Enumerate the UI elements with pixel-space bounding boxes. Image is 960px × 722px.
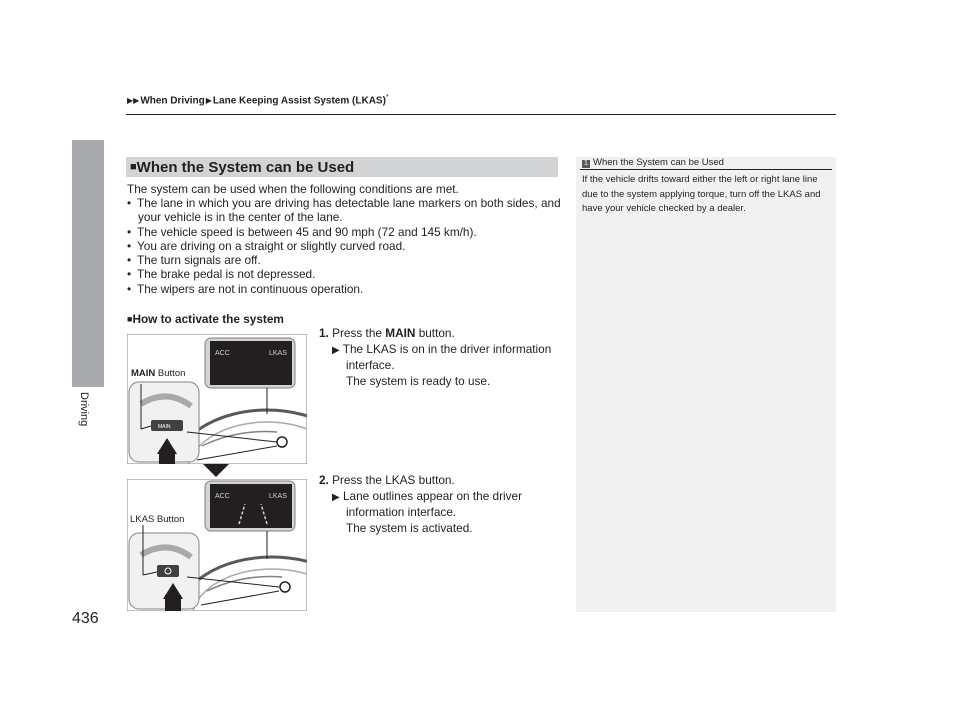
list-item (127, 267, 315, 281)
result-arrow-icon: ▶ (332, 492, 340, 503)
sub-heading-marker-icon: ■ (127, 314, 133, 324)
bullet-icon: • (127, 196, 132, 210)
sidebar-body: If the vehicle drifts toward either the left or right lane line due to the system applying torque, turn off the LKAS and have your vehicle checked by a dealer. (582, 174, 821, 214)
breadcrumb-part-1: When Driving (140, 95, 205, 107)
bullet-icon: • (127, 239, 132, 253)
page-number: 436 (72, 610, 99, 627)
step-2-result-cont: information interface. (346, 505, 457, 519)
step-1-result (332, 342, 551, 358)
list-item (127, 225, 477, 239)
breadcrumb (126, 94, 389, 106)
lkas-button-callout: LKAS Button (130, 514, 185, 525)
bullet-icon: • (127, 253, 132, 267)
list-item (127, 253, 261, 267)
sidebar-rule (580, 169, 832, 170)
list-item-continuation: your vehicle is in the center of the lane. (138, 210, 343, 224)
section-title-text: When the System can be Used (136, 159, 355, 176)
breadcrumb-part-2: Lane Keeping Assist System (LKAS) (212, 95, 386, 107)
step-1-result-cont: The system is ready to use. (346, 374, 491, 388)
header-rule (126, 114, 836, 115)
list-item (127, 282, 363, 296)
callout-bold: MAIN (131, 368, 156, 379)
step-text: Press the LKAS button. (332, 473, 455, 487)
lkas-indicator: LKAS (269, 493, 287, 500)
breadcrumb-asterisk: * (385, 94, 389, 101)
step-number: 1. (319, 326, 329, 340)
step-1-result-cont: interface. (346, 358, 395, 372)
step-2-result (332, 489, 522, 505)
chapter-label: Driving (78, 392, 90, 427)
breadcrumb-arrow-icon: ▶ (205, 96, 212, 106)
list-item-text: The turn signals are off. (137, 253, 261, 267)
acc-indicator: ACC (215, 350, 230, 357)
sidebar-title (582, 157, 724, 168)
step-2 (319, 473, 455, 487)
section-marker-icon: ■ (130, 161, 137, 173)
down-arrow-icon (203, 464, 229, 477)
reference-icon: 1 (582, 160, 590, 168)
step-1 (319, 326, 455, 340)
main-button-callout (131, 368, 185, 379)
intro-text: The system can be used when the following conditions are met. (127, 182, 459, 196)
list-item-text: The lane in which you are driving has detectable lane markers on both sides, and (137, 196, 561, 210)
lkas-indicator: LKAS (269, 350, 287, 357)
chapter-tab (72, 140, 104, 387)
list-item-text: The wipers are not in continuous operation. (137, 282, 364, 296)
breadcrumb-arrow-icon: ▶▶ (127, 96, 140, 106)
bullet-icon: • (127, 267, 132, 281)
list-item-text: You are driving on a straight or slightly curved road. (137, 239, 406, 253)
main-button-illustration (127, 334, 307, 464)
result-text: The LKAS is on in the driver information (342, 342, 552, 356)
list-item (127, 239, 405, 253)
bullet-icon: • (127, 225, 132, 239)
acc-indicator: ACC (215, 493, 230, 500)
sidebar-title-text: When the System can be Used (593, 157, 724, 168)
step-text: button. (418, 326, 455, 340)
callout-text: Button (157, 368, 186, 379)
sub-heading (127, 312, 284, 326)
step-2-result-cont: The system is activated. (346, 521, 473, 535)
lkas-button-illustration (127, 479, 307, 611)
list-item-text: The vehicle speed is between 45 and 90 mph (72 and 145 km/h). (137, 225, 477, 239)
result-text: Lane outlines appear on the driver (342, 489, 523, 503)
section-title (130, 158, 354, 177)
bullet-icon: • (127, 282, 132, 296)
main-key-label: MAIN (158, 424, 171, 430)
step-number: 2. (319, 473, 329, 487)
result-arrow-icon: ▶ (332, 345, 340, 356)
list-item (127, 196, 561, 210)
step-button-name: MAIN (385, 326, 416, 340)
step-text: Press the (332, 326, 382, 340)
list-item-text: The brake pedal is not depressed. (137, 267, 316, 281)
sub-heading-text: How to activate the system (132, 312, 284, 326)
sidebar-note (576, 157, 836, 612)
